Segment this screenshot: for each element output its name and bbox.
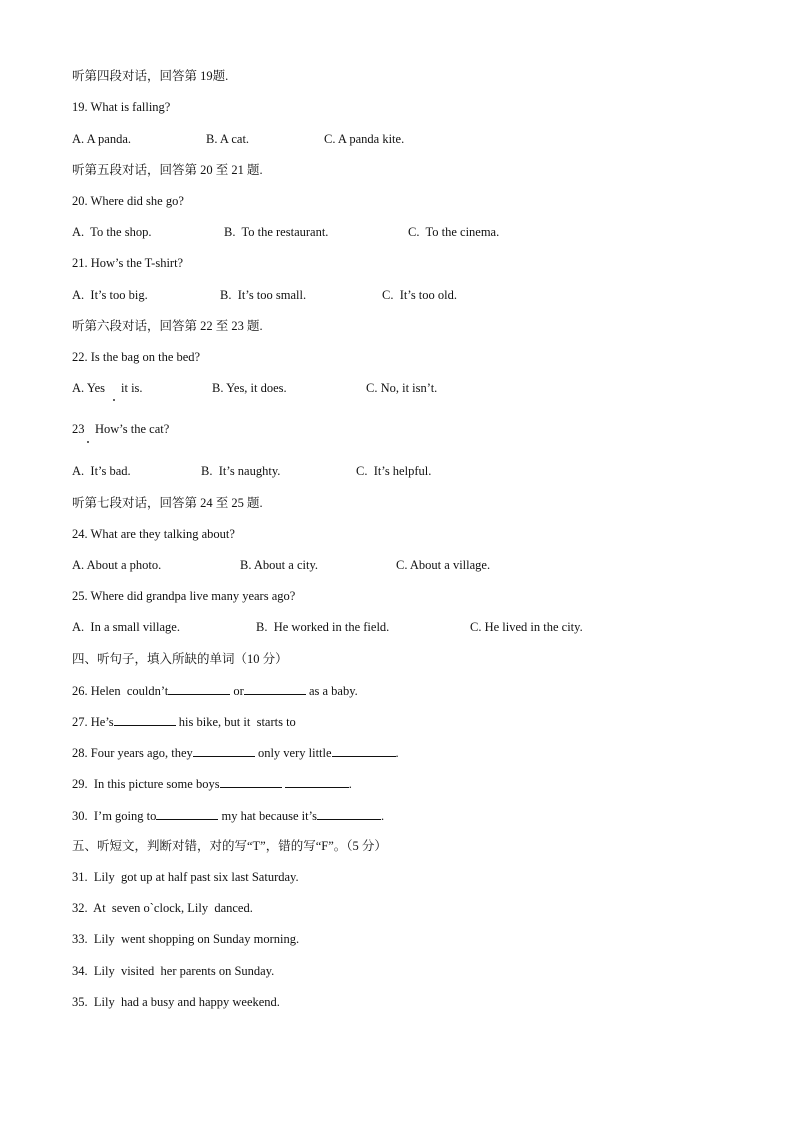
q29-blank-2 (285, 775, 349, 788)
question-21: 21. How’s the T-shirt? (72, 256, 184, 270)
q22-option-a-rest: it is. (121, 381, 143, 395)
question-20: 20. Where did she go? (72, 194, 184, 208)
question-24: 24. What are they talking about? (72, 527, 235, 541)
question-29 (72, 775, 352, 792)
q29-text-3: . (348, 777, 352, 791)
q28-text-3: . (395, 746, 399, 760)
statement-33: 33. Lily went shopping on Sunday morning. (72, 932, 300, 946)
question-19: 19. What is falling? (72, 100, 171, 114)
part-4-heading: 四、听句子，填入所缺的单词（10 分） (72, 652, 288, 666)
q20-option-c: C. To the cinema. (408, 225, 500, 239)
stray-mark (113, 399, 115, 401)
q30-text-3: . (380, 809, 385, 823)
question-28 (72, 744, 399, 761)
question-30 (72, 807, 384, 824)
q24-option-a: A. About a photo. (72, 558, 162, 572)
question-27 (72, 713, 296, 730)
q26-blank-1 (168, 682, 230, 695)
statement-35: 35. Lily had a busy and happy weekend. (72, 995, 280, 1009)
stray-mark (87, 441, 89, 443)
question-22: 22. Is the bag on the bed? (72, 350, 201, 364)
q25-option-b: B. He worked in the field. (256, 620, 390, 634)
statement-32: 32. At seven o`clock, Lily danced. (72, 901, 253, 915)
section-6-heading: 听第六段对话，回答第 22 至 23 题. (72, 319, 263, 333)
section-5-heading: 听第五段对话，回答第 20 至 21 题. (72, 163, 263, 177)
question-25: 25. Where did grandpa live many years ago? (72, 589, 296, 603)
q30-blank-2 (317, 807, 381, 820)
q27-blank-1 (114, 713, 176, 726)
q28-text-2: only very little (254, 746, 332, 760)
q24-option-b: B. About a city. (240, 558, 319, 572)
q24-option-c: C. About a village. (396, 558, 491, 572)
q22-option-a-yes: A. Yes (72, 381, 106, 395)
q23-option-a: A. It’s bad. (72, 464, 131, 478)
q26-text-3: as a baby. (305, 684, 358, 698)
q30-text-2: my hat because it’s (218, 809, 317, 823)
q19-option-c: C. A panda kite. (324, 132, 405, 146)
q21-option-c: C. It’s too old. (382, 288, 458, 302)
q28-blank-1 (193, 744, 255, 757)
statement-34: 34. Lily visited her parents on Sunday. (72, 964, 275, 978)
q29-text-1: 29. In this picture some boys (72, 777, 220, 791)
q30-blank-1 (156, 807, 218, 820)
q26-text-1: 26. Helen couldn’t (72, 684, 169, 698)
q25-option-a: A. In a small village. (72, 620, 180, 634)
section-7-heading: 听第七段对话，回答第 24 至 25 题. (72, 496, 263, 510)
q22-option-b: B. Yes, it does. (212, 381, 287, 395)
q19-option-b: B. A cat. (206, 132, 250, 146)
section-4-heading: 听第四段对话，回答第 19题. (72, 69, 229, 83)
q23-option-c: C. It’s helpful. (356, 464, 432, 478)
statement-31: 31. Lily got up at half past six last Saturday. (72, 870, 299, 884)
q22-option-c: C. No, it isn’t. (366, 381, 438, 395)
q21-option-b: B. It’s too small. (220, 288, 307, 302)
q27-text-1: 27. He’s (72, 715, 114, 729)
question-26 (72, 682, 358, 699)
part-5-heading: 五、听短文，判断对错，对的写“T”，错的写“F”。（5 分） (72, 839, 387, 853)
question-23: How’s the cat? (95, 422, 170, 436)
q26-blank-2 (244, 682, 306, 695)
question-23-number: 23 (72, 422, 85, 436)
q29-blank-1 (220, 775, 282, 788)
q30-text-1: 30. I’m going to (72, 809, 157, 823)
q19-option-a: A. A panda. (72, 132, 132, 146)
q28-text-1: 28. Four years ago, they (72, 746, 193, 760)
q20-option-a: A. To the shop. (72, 225, 152, 239)
q23-option-b: B. It’s naughty. (201, 464, 281, 478)
q26-text-2: or (230, 684, 244, 698)
q25-option-c: C. He lived in the city. (470, 620, 583, 634)
q21-option-a: A. It’s too big. (72, 288, 148, 302)
q20-option-b: B. To the restaurant. (224, 225, 329, 239)
q28-blank-2 (332, 744, 396, 757)
q27-text-2: his bike, but it starts to (175, 715, 296, 729)
